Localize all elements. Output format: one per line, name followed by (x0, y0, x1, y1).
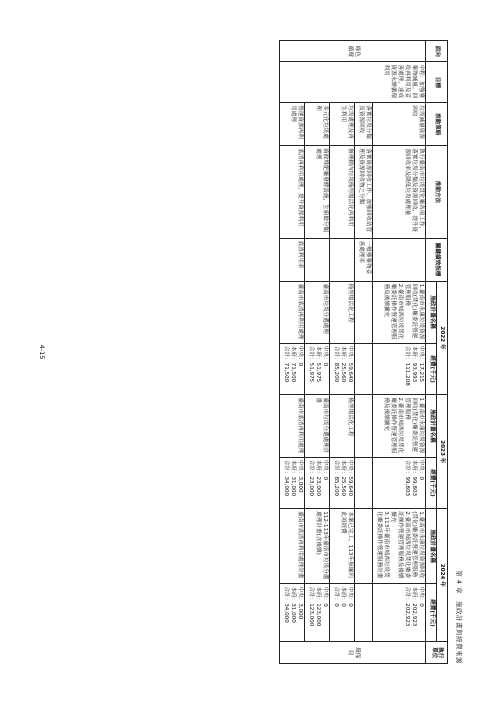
plan-2022-cell: 掩埋場活化工程 (330, 281, 355, 343)
method-cell: 落實資源回收工作，加強回收站管理及資源回收物之分類 (355, 146, 373, 238)
plan-2022-cell: 1.臺南市永康垃圾資源回收(焚化)廠委託營運管理服務 2.臺南市城西垃圾焚化廠委託操作營運管理服務及後續擴充 (373, 281, 426, 343)
budget-2023-cell: 中央：59,640 本府：25,560 合計：85,200 (330, 457, 355, 509)
header-2023-plan: 施政計畫名稱 (426, 395, 437, 457)
plan-2023-cell: 臺南市底渣再利用處理 (280, 395, 305, 457)
plan-2024-cell (355, 509, 373, 584)
budget-2024-cell: 中央：0 本府：202,923 合計：202,923 (373, 584, 426, 642)
plan-2024-cell: 臺南市底渣再利用處理計畫 (280, 509, 305, 584)
plan-2023-cell (355, 395, 373, 457)
related-cell (305, 238, 330, 281)
page-number: 4-15 (38, 344, 46, 360)
budget-2022-cell (355, 343, 373, 395)
budget-2024-cell: 中央：0 本府：0 合計：0 (330, 584, 355, 642)
plan-table (279, 40, 448, 664)
budget-2023-cell (355, 457, 373, 509)
header-goal: 目標 (426, 62, 448, 103)
budget-2022-cell: 中央：59,640 本府：25,560 合計：85,200 (330, 343, 355, 395)
method-cell: 執行臺南市垃圾焚化廠各項工作，落實垃圾分類及資源回收，提升資源回收率及降低垃圾處理量 (373, 146, 426, 238)
side-note-cell: 環保局 (280, 642, 426, 664)
header-2022-budget: 經費(千元) (426, 343, 437, 395)
related-cell (330, 238, 355, 281)
method-cell: 廚餘堆肥廠發酵設施，生廚餘分類處理 (305, 146, 330, 238)
header-2024-plan: 施政計畫名稱 (426, 509, 437, 584)
header-2024-budget: 經費(千元) (426, 584, 437, 642)
table-row (305, 41, 330, 664)
strategy-cell: 垃圾處理及再生利用 (330, 103, 355, 146)
plan-2023-cell: 1.臺南市永康垃圾資源回收(焚化)廠委託營運管理服務 2.臺南市城西垃圾焚化廠委託操作營運管理服務及後續擴充 (373, 395, 426, 457)
plan-2022-cell (355, 281, 373, 343)
goal-cell: 中程：加強廢棄物減量、回收再利用及妥善處理，達成資源永續循環利用 (280, 62, 426, 103)
budget-2023-cell: 中央：0 本府：23,000 合計：23,000 (305, 457, 330, 509)
plan-2024-cell: 112-113年臺南市垃圾分選處理計畫(含後續) (305, 509, 330, 584)
budget-2023-cell: 中央：0 本府：99,803 合計：99,803 (373, 457, 426, 509)
strategy-cell: 落實垃圾分類及資源回收 (355, 103, 373, 146)
budget-2023-cell: 中央：3,000 本府：31,000 合計：34,000 (280, 457, 305, 509)
rotated-document-page (30, 32, 470, 672)
budget-2024-cell: 中央：0 本府：123,000 合計：123,000 (305, 584, 330, 642)
method-cell: 底渣再利用處理，提升資源利用 (280, 146, 305, 238)
header-side-note: 執行單位 (426, 642, 448, 664)
budget-2022-cell: 中央：0 本府：71,500 合計：71,500 (280, 343, 305, 395)
budget-2022-cell: 中央：0 本府：51,975 合計：51,975 (305, 343, 330, 395)
related-cell (373, 238, 426, 281)
strategy-cell: 營運資源再利用處理 (280, 103, 305, 146)
table-row (373, 41, 426, 664)
header-related: 關鍵績效指標 (426, 238, 448, 281)
related-cell: 一般廢棄物妥善處理率 (355, 238, 373, 281)
header-2024: 2024 年 (437, 509, 448, 642)
plan-2022-cell: 臺南市垃圾分選處理 (305, 281, 330, 343)
table-row (355, 41, 373, 664)
plan-2023-cell: 臺南市垃圾分選處理計畫 (305, 395, 330, 457)
strategy-cell: 垃圾減量資源回收 (373, 103, 426, 146)
header-2022-plan: 施政計畫名稱 (426, 281, 437, 343)
header-method: 推動方法 (426, 146, 448, 238)
plan-2022-cell: 臺南市底渣再利用處理 (280, 281, 305, 343)
strategy-cell: 多元化垃圾處理 (305, 103, 330, 146)
header-row-1 (437, 41, 448, 664)
plan-2024-cell: 本案已完工，113年無編列此項經費 (330, 509, 355, 584)
plan-2024-cell: 1.臺南市永康垃圾資源回收(焚化)廠委託營運管理服務 2.臺南市城西垃圾焚化廠委託操作營運管理服務及後續擴充 3.113年臺南市城西垃圾焚化廠委託操作營運服務計畫 (373, 509, 426, 584)
budget-2024-cell: 中央：3,000 本府：31,000 合計：34,000 (280, 584, 305, 642)
header-2022: 2022 年 (437, 281, 448, 395)
table-row (280, 41, 305, 664)
header-facet: 面向 (426, 41, 448, 62)
facet-cell: 綠色循環 (280, 41, 426, 62)
chapter-title: 第 4 章 施政計畫與經費來源 (455, 570, 463, 664)
budget-2024-cell (355, 584, 373, 642)
plan-2023-cell: 掩埋場活化工程 (330, 395, 355, 457)
header-2023: 2023 年 (437, 395, 448, 509)
budget-2022-cell: 中央：17,215 本府：93,993 合計：111,208 (373, 343, 426, 395)
related-cell: 底渣利用率 (280, 238, 305, 281)
header-strategy: 推動策略 (426, 103, 448, 146)
table-row (330, 41, 355, 664)
header-2023-budget: 經費(千元) (426, 457, 437, 509)
method-cell: 辦理轄內垃圾掩埋場活化再利用 (330, 146, 355, 238)
